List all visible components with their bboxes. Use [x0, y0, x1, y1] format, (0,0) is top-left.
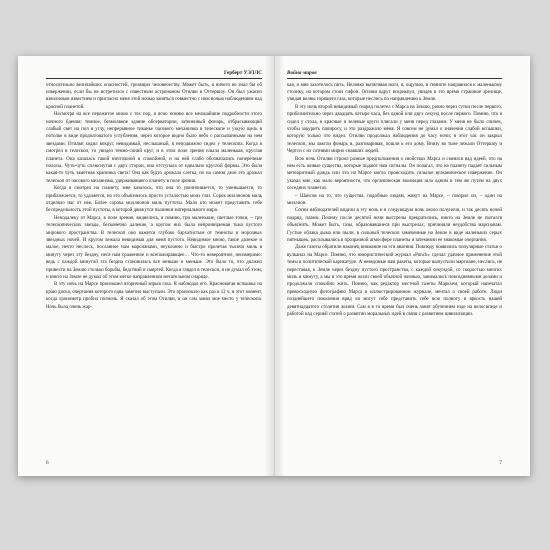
paragraph: Сотни наблюдателей видели в эту ночь и в следующую ночь около полуночи, и так десять ночей подряд, пламя. Почему после десятой ночи выстрелы прекратились, никто на Земле не пытался объяснить. Может быть, газы, образовавшиеся при выстрелах, причиняли неудобства марсианам. Густые облака дыма или пыли, в сильный телескоп замеченные на Земле в виде маленьких серых пятнышек, расплывались в прозрачной атмосфере планеты и затемняли ее знакомые очертания.	[287, 208, 502, 244]
paragraph: Даже газеты обратили наконец внимание на эти явления. Повсюду появились популярные статьи о вулканах на Марсе. Помню, что юмористический журнал «Punch» сделал удачное применение этой темы в политической карикатуре. А неведомые нам ракеты, которые выпустили марсиане, неслись, не переставая, к Земле через бездну пустого пространства, с каждой секундой, со скоростью многих миль в минуту, а мы в это время жили своей обычной жизнью, занимались повседневными делами и продолжали спокойно жить. Помню, как редактор местной газеты Маркхем, который напечатал превосходную фотографию Марса в иллюстрированном журнале, мечтал о своей работе. Люди позднейшего поколения вряд ли могут себе представить себе всю полноту и яркость нашей девятнадцатого столетия жизни. Сам я в то время был очень занят обучением езде на велосипеде и работой над серией статей о развитии моральных идей в связи с развитием цивилизации.	[287, 245, 502, 318]
running-head-title: Война миров	[287, 70, 502, 79]
paragraph: Несмотря на все пережитое мною с тех пор, я ясно помню все мельчайшие подробности этого ночного бдения: темное, безмолвное здание обсерватории, затененный фонарь, отбрасывающий слабый свет на пол в углу, непрерывное тиканье часового механизма в телескопе и узкую щель в потолке в виде продолговатого углубления, через которое видно было небо с рассыпанными на нем звездами. Огилви ходил вокруг, невидимый, неслышный, я неподвижно сидел у телескопа. Когда я смотрел в телескоп, то увидел темно-синий круг, и в этом поле зрения плыла маленькая, круглая планета. Она казалась такой ничтожной и спокойной, и на ней слабо обозначались поперечные полосы. Чуть-чуть сплюснутая с двух сторон, она отступала от идеально круглой формы. Это была какая-то чуть заметная крапинка света! Она как будто дрожала слегка, но на самом деле это дрожал телескоп от часового механизма, удерживавшего планету в поле зрения.	[46, 112, 262, 184]
paragraph: В эту ночь второй невидимый снаряд полетел с Марса на Землю, ровно через сутки после первого, приблизительно через двадцать четыре часа, без одной или двух секунд после первого. Помню, что я сидел у стола, и красные и зеленые круги плясали у меня перед глазами. У меня не было спичек, чтобы закурить папиросу, и это раздражало меня. Я совсем не думал о значении слабой вспышки, которую только что видел. Огилви продолжал наблюдения до часу ночи; в этот час он закрыл телескоп, мы зажгли фонарь и, разговаривая, пошли к его дому. Внизу во тьме лежали Оттершоу и Чертси с их сотнями мирно спавших людей.	[287, 104, 502, 155]
paragraph: относительно величайших опасностей, грозящих человечеству. Может быть, я ничего не знал бы об извержении, если бы не встретился с известным астрономом Огилви в Оттершоу. Он был ужасно взволнован известием и пригласил меня этой ночью заняться совместно с ним ночью наблюдением над красной планетой.	[46, 82, 262, 110]
paragraph: Когда я смотрел на планету, мне казалось, что она то увеличивается, то уменьшается, то приближается, то удаляется, но это объяснялось просто усталостью моих глаз. Сорок миллионов миль отделяло нас от нее. Более сорока миллионов миль пустоты. Мало кто может представить себе беспредельность этой пустоты, в которой движутся пылинки материального мира.	[46, 186, 262, 214]
book-spread	[18, 56, 530, 476]
paragraph: В эту ночь на Марсе произошел вторичный взрыв газа. Я наблюдал его. Красноватая вспышка на краю диска, очертания которого едва заметно выступали. Это произошло как раз в 12 ч, в этот момент, когда хронометр пробил полночь. Я сказал об этом Огилви, и он сам занял мое место у телескопа. Ночь была очень жар-	[46, 282, 262, 310]
paragraph: Неподалеку от Марса, в поле зрения, виднелись, я помню, три маленькие, светлые точки, – три телескопических звезды, бесконечно далекие, а кругом них была непроницаемая тьма пустого мирового пространства. В телескоп оно кажется глубоко бархатистым от темноты и морозных звездных ночей. И кругом лежала невидимая для меня пустота. Невидимое мною, такое далекое и малое, нечто неслось, посланное нам марсианами, неуклонно и быстро пролетая тысячи миль в минуту через эту бездну, неся нам сраженное и всепожирающее… Что-то невероятное, неизмеримо: ведь с каждой минутой эта бездна становилась все меньше и меньше. Это было то, что должно принести на Землю столько борьбы, бедствий и смертей. Когда я глядел в телескоп, я не думал об этом, и никто на Земле не думал об этом метко направленном метательном снаряде.	[46, 215, 262, 281]
paragraph: Всю ночь Огилви строил разные предположения о свойствах Марса и смеялся над идеей, что на нем есть живые существа, которые подают нам сигналы. Он полагал, что на планету падает сильным метеоритный дождь или что на Марсе могло происходить сильное вулканическое извержение. Он указал мне, как мало вероятности, что органическая эволюция шла одним и тем же путем на двух соседних планетах.	[287, 156, 502, 192]
paragraph: кая, и мне захотелось пить. Неловко вытягивая ноги, я, ощупью, в темноте направился к маленькому столику, на котором стоял сифон. Огилви вдруг вскрикнул, увидев в это время страшное зрелище, увидав волны горящего газа, которые неслись по направлению к Земле.	[287, 82, 502, 103]
right-page	[274, 56, 530, 476]
right-page-body	[287, 82, 502, 319]
running-head-author: Герберт УЭЛЛС	[46, 70, 262, 79]
left-page-body	[46, 82, 262, 312]
paragraph: – Шансов на то, что существа, подобные людям, живут на Марсе, – говорил он, – один на миллион.	[287, 193, 502, 206]
page-number-left: 6	[46, 460, 49, 466]
page-number-right: 7	[499, 460, 502, 466]
left-page	[18, 56, 274, 476]
